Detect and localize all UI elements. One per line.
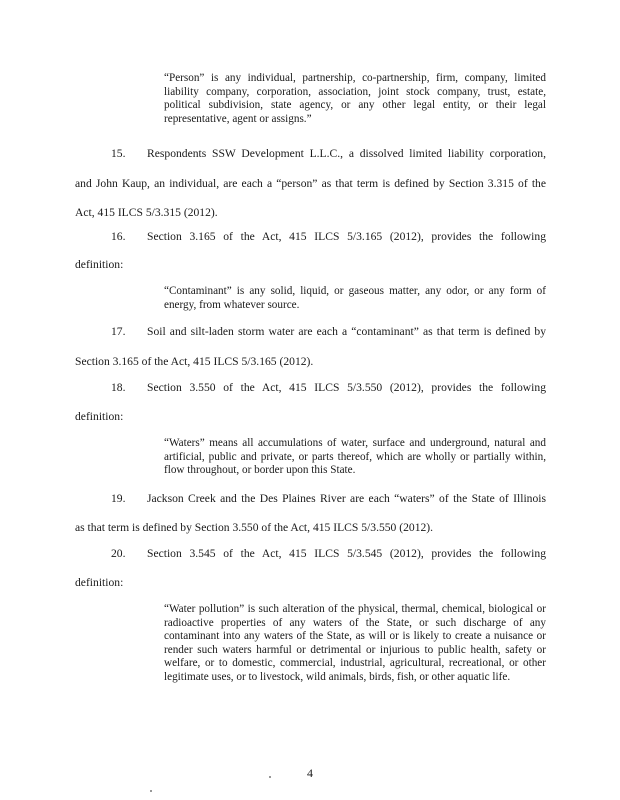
scan-speck	[150, 790, 152, 792]
paragraph-20-line-2: definition:	[75, 576, 124, 589]
paragraph-19-number: 19.	[111, 492, 126, 505]
paragraph-15-line-1: 15. Respondents SSW Development L.L.C., a dissolved limited liability corporation,	[111, 147, 546, 160]
paragraph-18-line-1: 18. Section 3.550 of the Act, 415 ILCS 5/3.550 (2012), provides the following	[111, 381, 546, 394]
scan-speck	[269, 776, 271, 778]
paragraph-16-line-2: definition:	[75, 258, 124, 271]
page-number: 4	[307, 766, 313, 780]
paragraph-16-number: 16.	[111, 230, 126, 243]
paragraph-18-line-2: definition:	[75, 410, 124, 423]
paragraph-17-line-1: 17. Soil and silt-laden storm water are each a “contaminant” as that term is defined by	[111, 325, 546, 338]
quote-water-pollution-definition: “Water pollution” is such alteration of the physical, thermal, chemical, biological or radioactive properties of any waters of the State, or such discharge of any contaminant into any waters of the State, as will or is likely to create a nuisance or render such waters harmful or detrimental or injurious to public health, safety or welfare, or to domestic, commercial, industrial, agricultural, recreational, or other legitimate uses, or to livestock, wild animals, birds, fish, or other aquatic life.	[164, 603, 546, 683]
paragraph-15-line-3: Act, 415 ILCS 5/3.315 (2012).	[75, 206, 218, 219]
paragraph-17-line-2: Section 3.165 of the Act, 415 ILCS 5/3.165 (2012).	[75, 355, 314, 368]
paragraph-17-number: 17.	[111, 325, 126, 338]
paragraph-19-line-1: 19. Jackson Creek and the Des Plaines River are each “waters” of the State of Illinois	[111, 492, 546, 505]
paragraph-18-number: 18.	[111, 381, 126, 394]
paragraph-16-line-1: 16. Section 3.165 of the Act, 415 ILCS 5/3.165 (2012), provides the following	[111, 230, 546, 243]
paragraph-20-number: 20.	[111, 547, 126, 560]
paragraph-15-number: 15.	[111, 147, 126, 160]
paragraph-20-line-1: 20. Section 3.545 of the Act, 415 ILCS 5/3.545 (2012), provides the following	[111, 547, 546, 560]
paragraph-15-line-2: and John Kaup, an individual, are each a “person” as that term is defined by Section 3.315 of the	[75, 177, 546, 190]
paragraph-19-line-2: as that term is defined by Section 3.550 of the Act, 415 ILCS 5/3.550 (2012).	[75, 521, 434, 534]
quote-person-definition: “Person” is any individual, partnership, co-partnership, firm, company, limited liability company, corporation, association, joint stock company, trust, estate, political subdivision, state agency, or any other legal entity, or their legal representative, agent or assigns.”	[164, 72, 546, 125]
quote-contaminant-definition: “Contaminant” is any solid, liquid, or gaseous matter, any odor, or any form of energy, from whatever source.	[164, 285, 546, 311]
quote-waters-definition: “Waters” means all accumulations of water, surface and underground, natural and artificial, public and private, or parts thereof, which are wholly or partially within, flow throughout, or border upon this State.	[164, 437, 546, 477]
